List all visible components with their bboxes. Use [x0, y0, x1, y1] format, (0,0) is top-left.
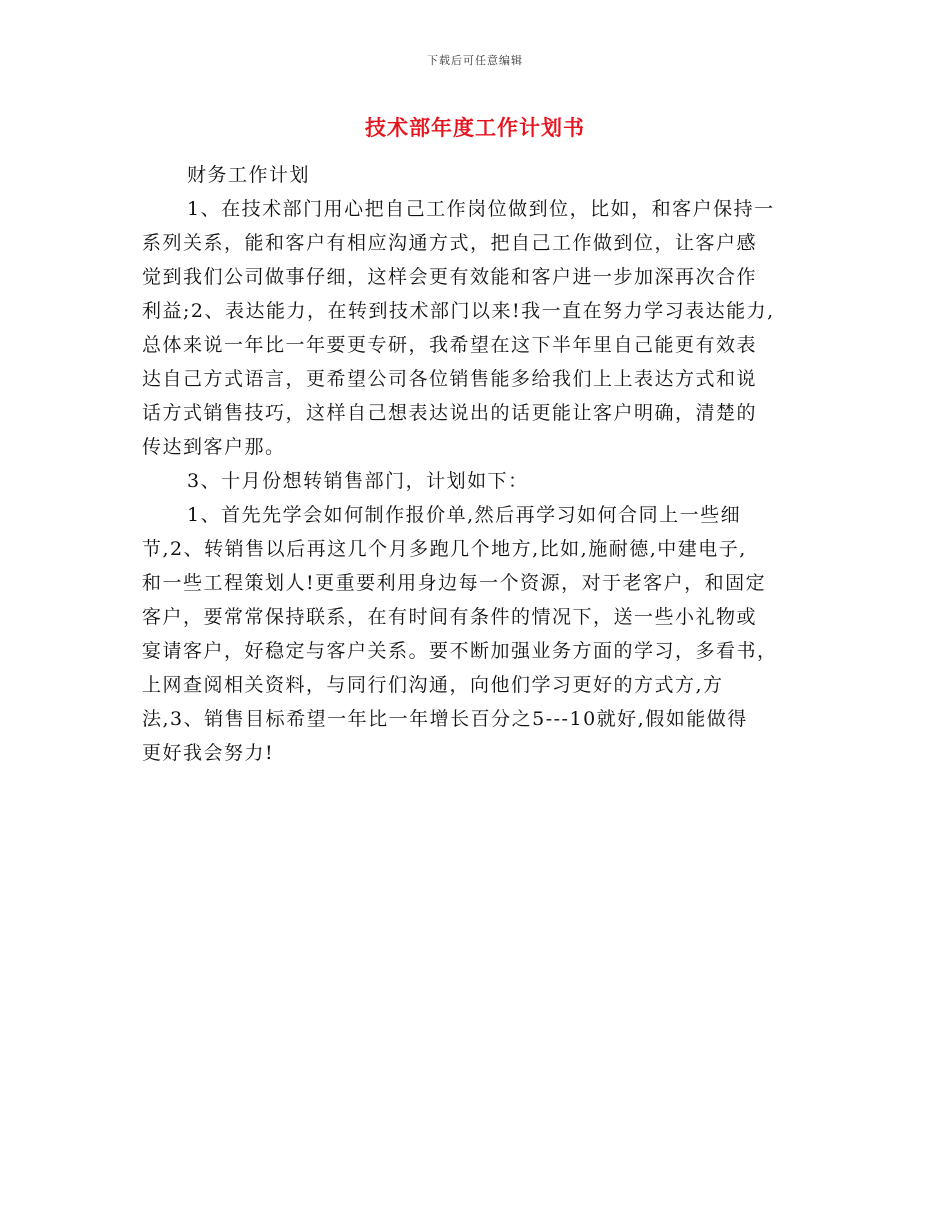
page-header: 下载后可任意编辑: [427, 54, 523, 67]
document-body: [142, 158, 822, 770]
paragraph-line: 达自己方式语言，更希望公司各位销售能多给我们上上表达方式和说: [142, 368, 758, 390]
paragraph-line: 1、首先先学会如何制作报价单,然后再学习如何合同上一些细: [187, 504, 742, 526]
paragraph-line: 觉到我们公司做事仔细，这样会更有效能和客户进一步加深再次合作: [142, 266, 758, 288]
paragraph-line: 节,2、转销售以后再这几个月多跑几个地方,比如,施耐德,中建电子,: [142, 538, 747, 560]
paragraph-line: 和一些工程策划人!更重要利用身边每一个资源，对于老客户，和固定: [142, 572, 767, 594]
paragraph-line: 3、十月份想转销售部门，计划如下：: [187, 470, 529, 492]
paragraph-heading: 财务工作计划: [187, 164, 311, 186]
paragraph-line: 更好我会努力!: [142, 742, 275, 764]
paragraph-line: 上网查阅相关资料，与同行们沟通，向他们学习更好的方式方,方: [142, 674, 724, 696]
paragraph-line: 传达到客户那。: [142, 436, 286, 458]
paragraph-line: 系列关系，能和客户有相应沟通方式，把自己工作做到位，让客户感: [142, 232, 758, 254]
paragraph-line: 法,3、销售目标希望一年比一年增长百分之5---10就好,假如能做得: [142, 708, 748, 730]
paragraph-line: 利益;2、表达能力，在转到技术部门以来!我一直在努力学习表达能力,: [142, 300, 775, 322]
paragraph-line: 客户，要常常保持联系，在有时间有条件的情况下，送一些小礼物或: [142, 606, 758, 628]
paragraph-line: 宴请客户，好稳定与客户关系。要不断加强业务方面的学习，多看书，: [142, 640, 778, 662]
paragraph-line: 话方式销售技巧，这样自己想表达说出的话更能让客户明确，清楚的: [142, 402, 758, 424]
document-title: 技术部年度工作计划书: [365, 116, 585, 140]
paragraph-line: 总体来说一年比一年要更专研，我希望在这下半年里自己能更有效表: [142, 334, 758, 356]
paragraph-line: 1、在技术部门用心把自己工作岗位做到位，比如，和客户保持一: [187, 198, 775, 220]
